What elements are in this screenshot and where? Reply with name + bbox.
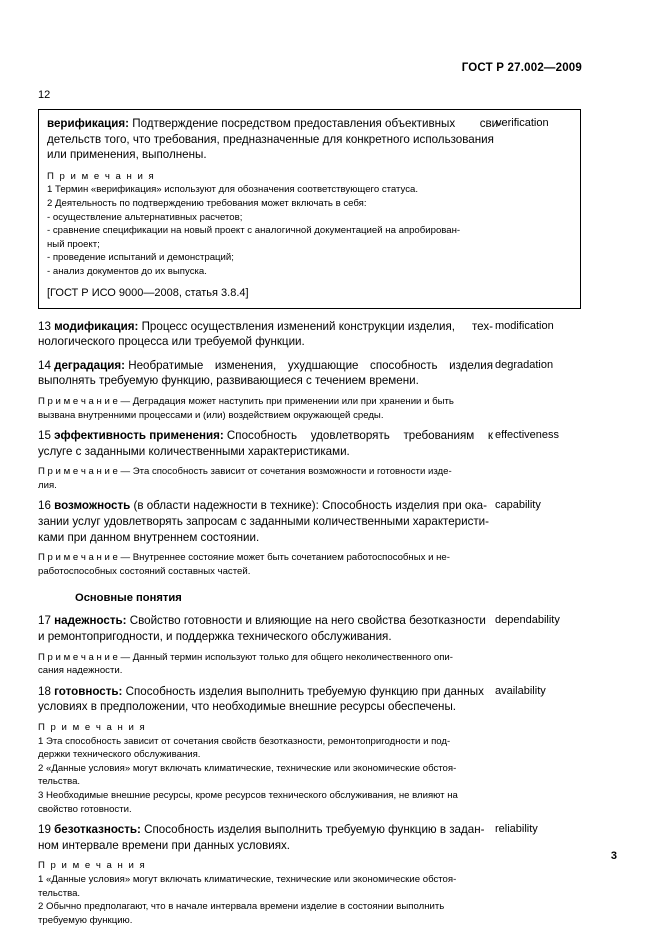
text-line: 15 эффективность применения: Способность удовлетворять требованиям к bbox=[38, 429, 493, 443]
note-line: лия. bbox=[38, 479, 57, 491]
definition-entry bbox=[38, 428, 623, 459]
note-line: - анализ документов до их выпуска. bbox=[47, 265, 207, 277]
note-line: - сравнение спецификации на новый проект с аналогичной документацией на апробирован- bbox=[47, 225, 461, 237]
note-line: тельства. bbox=[38, 776, 81, 788]
text-line: зании услуг удовлетворять запросам с заданными количественными характеристи- bbox=[38, 515, 490, 529]
definition-russian bbox=[38, 319, 493, 350]
text-line: 18 готовность: Способность изделия выполнить требуемую функцию при данных bbox=[38, 684, 484, 698]
note-block bbox=[38, 859, 493, 927]
definition-entry-list-1 bbox=[38, 319, 623, 579]
definition-russian bbox=[47, 116, 502, 163]
boxed-definition-entry bbox=[38, 109, 581, 309]
note-line: сания надежности. bbox=[38, 665, 123, 677]
text-line: нологического процесса или требуемой функции. bbox=[38, 335, 305, 349]
text-line: 14 деградация: Необратимые изменения, ухудшающие способность изделия bbox=[38, 358, 493, 372]
note-line: 2 «Данные условия» могут включать климатические, технические или экономические обстоя- bbox=[38, 762, 457, 774]
definition-number: 14 bbox=[38, 358, 55, 372]
definition-entry bbox=[38, 358, 623, 389]
definition-english-term: verification bbox=[496, 117, 549, 129]
definition-russian bbox=[38, 822, 493, 853]
text-line: и ремонтопригодности, и поддержка технического обслуживания. bbox=[38, 630, 392, 644]
definition-english-term: degradation bbox=[495, 358, 554, 371]
definition-entry bbox=[38, 498, 623, 545]
definition-english-term: availability bbox=[495, 684, 546, 697]
note-line: 1 «Данные условия» могут включать климатические, технические или экономические обстоя- bbox=[38, 873, 457, 885]
definition-entry bbox=[38, 319, 623, 350]
note-title: П р и м е ч а н и я bbox=[38, 860, 147, 872]
note-line: - осуществление альтернативных расчетов; bbox=[47, 211, 243, 223]
note-line: держки технического обслуживания. bbox=[38, 749, 201, 761]
note-line: 1 Эта способность зависит от сочетания свойств безотказности, ремонтопригодности и под- bbox=[38, 735, 451, 747]
text-line: ками при данном внутреннем состоянии. bbox=[38, 530, 260, 544]
note-line: 1 Термин «верификация» используют для обозначения соответствующего статуса. bbox=[47, 184, 419, 196]
definition-entry bbox=[38, 684, 623, 715]
definition-number: 13 bbox=[38, 319, 55, 333]
note-block bbox=[38, 551, 493, 578]
page-folio: 3 bbox=[610, 850, 617, 862]
note-line: требуемую функцию. bbox=[38, 914, 133, 926]
text-line: верификация: Подтверждение посредством предоставления объективных сви- bbox=[47, 117, 502, 130]
note-line: тельства. bbox=[38, 887, 81, 899]
definition-term: надежность: bbox=[54, 614, 127, 628]
definition-number: 17 bbox=[38, 614, 55, 628]
source-reference: [ГОСТ Р ИСО 9000—2008, статья 3.8.4] bbox=[47, 286, 249, 299]
note-line: П р и м е ч а н и е — Данный термин используют только для общего неколичественного опи- bbox=[38, 651, 453, 663]
text-line: ном интервале времени при данных условиях. bbox=[38, 838, 291, 852]
text-line: 13 модификация: Процесс осуществления изменений конструкции изделия, тех- bbox=[38, 319, 493, 333]
note-line: ный проект; bbox=[47, 238, 100, 250]
definition-term: деградация: bbox=[54, 358, 125, 372]
note-line: 3 Необходимые внешние ресурсы, кроме ресурсов технического обслуживания, не влияют на bbox=[38, 789, 458, 801]
note-line: свойство готовности. bbox=[38, 803, 132, 815]
section-heading: Основные понятия bbox=[75, 592, 182, 605]
page-content bbox=[38, 88, 623, 933]
text-line: 19 безотказность: Способность изделия выполнить требуемую функцию в задан- bbox=[38, 823, 485, 837]
definition-russian bbox=[38, 613, 493, 644]
definition-russian bbox=[38, 684, 493, 715]
note-line: П р и м е ч а н и е — Внутреннее состояние может быть сочетанием работоспособных и не- bbox=[38, 552, 450, 564]
definition-term: безотказность: bbox=[54, 823, 141, 837]
text-line: детельств того, что требования, предназначенные для конкретного использования bbox=[47, 132, 494, 146]
definition-russian bbox=[38, 498, 493, 545]
definition-number: 16 bbox=[38, 499, 55, 513]
note-line: 2 Деятельность по подтверждению требования может включать в себя: bbox=[47, 197, 367, 209]
note-title: П р и м е ч а н и я bbox=[47, 170, 156, 182]
text-line: условиях в предположении, что необходимые внешние ресурсы обеспечены. bbox=[38, 700, 457, 714]
note-block bbox=[38, 395, 493, 422]
definition-term: готовность: bbox=[54, 684, 123, 698]
definition-entry bbox=[47, 116, 572, 163]
note-title: П р и м е ч а н и я bbox=[38, 722, 147, 733]
definition-number: 19 bbox=[38, 823, 55, 837]
definition-english-term: dependability bbox=[495, 614, 560, 627]
note-line: П р и м е ч а н и е — Деградация может наступить при применении или при хранении и быть bbox=[38, 395, 454, 407]
definition-entry-list-2 bbox=[38, 613, 623, 927]
note-line: 2 Обычно предполагают, что в начале интервала времени изделие в состоянии выполнить bbox=[38, 901, 445, 913]
definition-number: 18 bbox=[38, 684, 55, 698]
definition-english-term: effectiveness bbox=[495, 429, 560, 442]
clause-number-marker: 12 bbox=[38, 89, 51, 101]
note-line: - проведение испытаний и демонстраций; bbox=[47, 252, 234, 264]
text-line: или применения, выполнены. bbox=[47, 148, 207, 162]
text-line: выполнять требуемую функцию, развивающиеся с течением времени. bbox=[38, 374, 419, 388]
definition-term: возможность bbox=[54, 499, 131, 513]
text-line: 17 надежность: Свойство готовности и влияющие на него свойства безотказности bbox=[38, 614, 486, 628]
definition-english-term: capability bbox=[495, 499, 541, 512]
definition-term: эффективность применения: bbox=[54, 429, 224, 443]
definition-term-qualifier: (в области надежности в технике): bbox=[130, 499, 319, 513]
note-block bbox=[38, 651, 493, 678]
definition-russian bbox=[38, 358, 493, 389]
definition-russian bbox=[38, 428, 493, 459]
text-line: услуге с заданными количественными характеристиками. bbox=[38, 444, 350, 458]
note-block bbox=[38, 721, 493, 816]
running-head-standard-number: ГОСТ Р 27.002—2009 bbox=[461, 62, 582, 74]
note-line: П р и м е ч а н и е — Эта способность зависит от сочетания возможности и готовности изде- bbox=[38, 466, 452, 478]
note-block bbox=[47, 170, 477, 279]
text-line: 16 возможность (в области надежности в технике): Способность изделия при ока- bbox=[38, 499, 487, 513]
definition-entry bbox=[38, 822, 623, 853]
definition-english-term: reliability bbox=[495, 823, 538, 836]
definition-english-term: modification bbox=[495, 319, 554, 332]
note-block bbox=[38, 465, 493, 492]
definition-entry bbox=[38, 613, 623, 644]
note-line: вызвана внутренними процессами и (или) воздействием окружающей среды. bbox=[38, 409, 384, 421]
definition-text bbox=[47, 116, 502, 163]
definition-term: модификация: bbox=[54, 319, 139, 333]
note-line: работоспособных состояний составных частей. bbox=[38, 565, 251, 577]
definition-number: 15 bbox=[38, 429, 55, 443]
definition-term: верификация: bbox=[47, 117, 130, 130]
